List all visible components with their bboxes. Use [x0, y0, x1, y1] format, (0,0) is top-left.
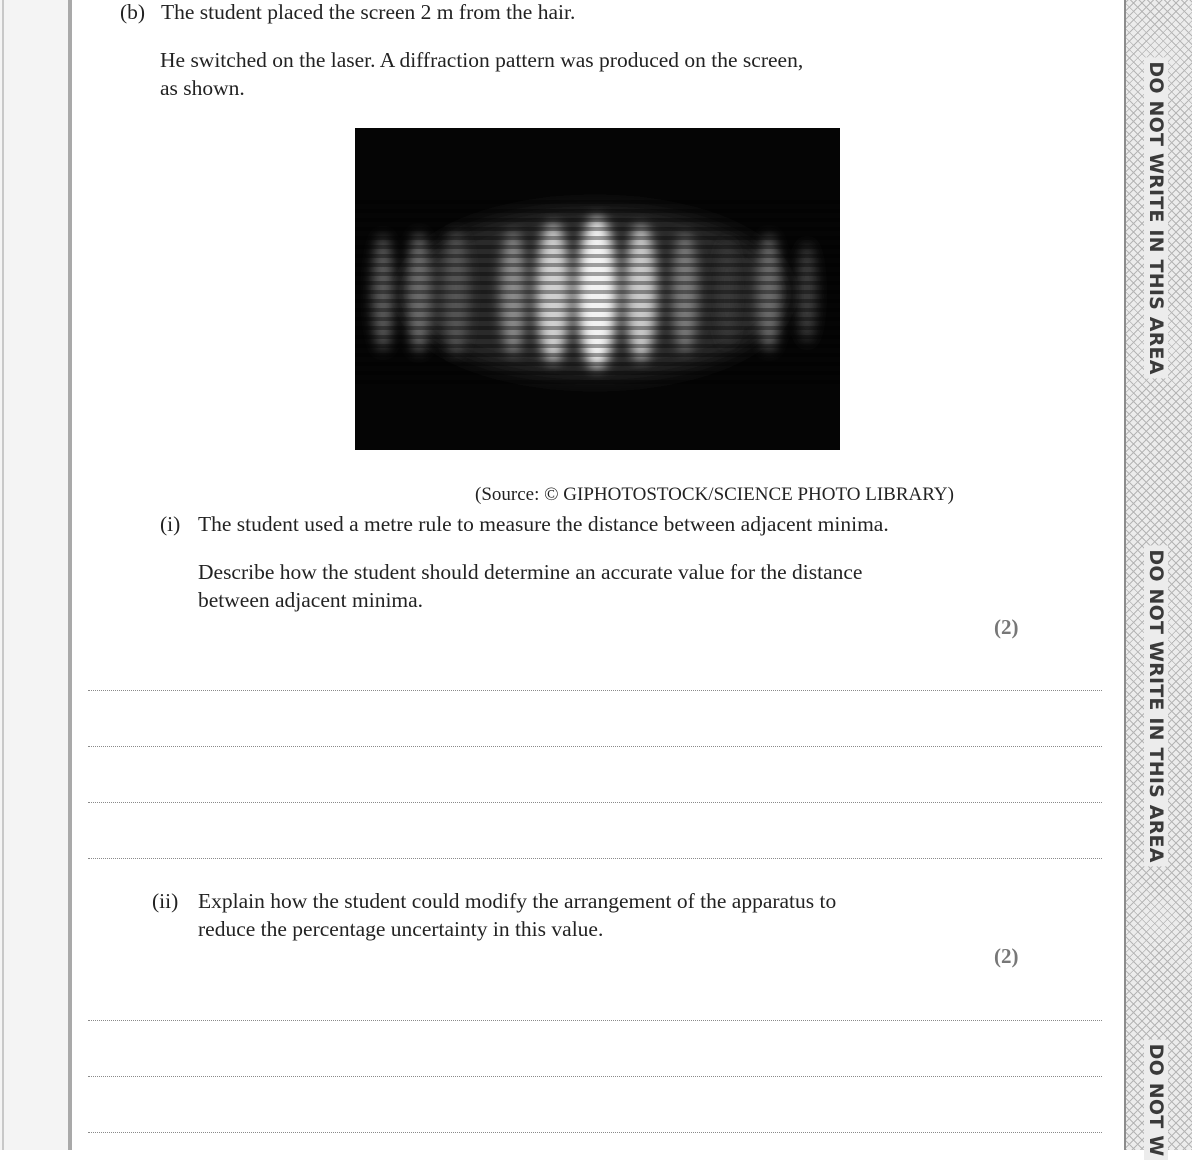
part-ii-line-2: reduce the percentage uncertainty in this value.: [198, 917, 604, 941]
answer-line[interactable]: [88, 690, 1102, 691]
answer-line[interactable]: [88, 1132, 1102, 1133]
answer-line[interactable]: [88, 1076, 1102, 1077]
answer-line[interactable]: [88, 746, 1102, 747]
part-i-line-1: The student used a metre rule to measure the distance between adjacent minima.: [198, 512, 889, 536]
part-i-marks: (2): [994, 615, 1019, 639]
photo-source-credit: (Source: © GIPHOTOSTOCK/SCIENCE PHOTO LIBRARY): [475, 484, 954, 505]
answer-line[interactable]: [88, 858, 1102, 859]
part-b-paragraph-line-1: He switched on the laser. A diffraction pattern was produced on the screen,: [160, 48, 804, 72]
part-ii-label: (ii): [152, 889, 179, 913]
part-i-label: (i): [160, 512, 181, 536]
left-margin-border: [68, 0, 72, 1150]
part-b-intro: The student placed the screen 2 m from the hair.: [161, 0, 576, 24]
part-i-line-3: between adjacent minima.: [198, 588, 424, 612]
left-margin: [0, 0, 70, 1150]
part-ii-line-1: Explain how the student could modify the arrangement of the apparatus to: [198, 889, 837, 913]
part-ii-marks: (2): [994, 944, 1019, 968]
left-margin-edge: [2, 0, 4, 1150]
part-i-line-2: Describe how the student should determine an accurate value for the distance: [198, 560, 863, 584]
part-b-paragraph-line-2: as shown.: [160, 76, 245, 100]
answer-line[interactable]: [88, 1020, 1102, 1021]
answer-line[interactable]: [88, 802, 1102, 803]
diffraction-pattern-photo: [355, 128, 840, 450]
part-b-label: (b): [120, 0, 146, 24]
